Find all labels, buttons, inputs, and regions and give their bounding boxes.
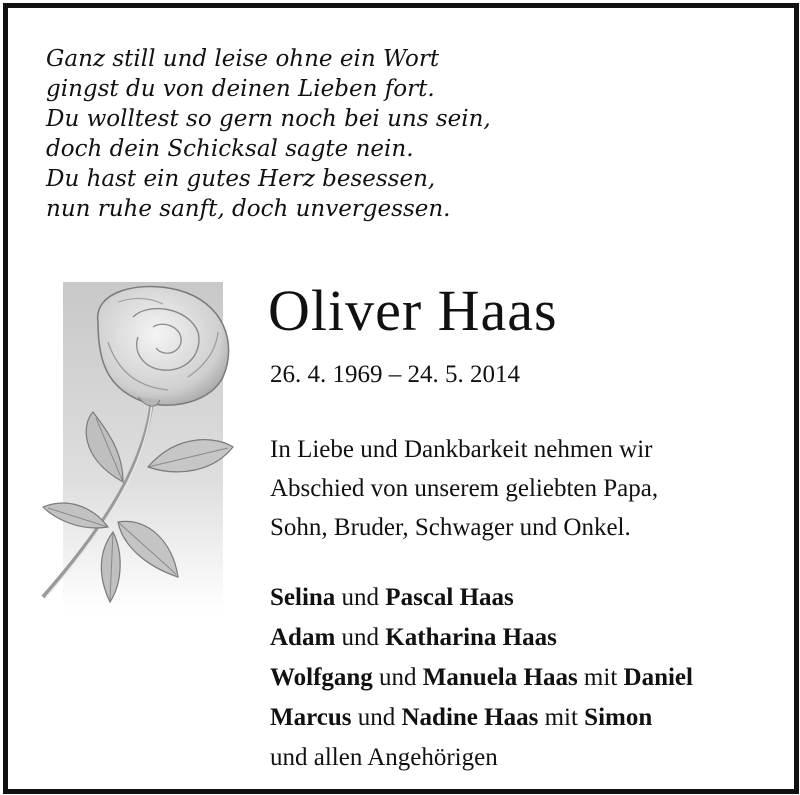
family-member-name: Marcus — [270, 704, 352, 731]
conjunction: und — [379, 664, 417, 691]
poem-line: nun ruhe sanft, doch unvergessen. — [46, 196, 451, 222]
message-line: Sohn, Bruder, Schwager und Onkel. — [270, 514, 631, 541]
family-list — [270, 578, 693, 778]
family-member-name: Katharina Haas — [385, 624, 557, 651]
family-member-name: Adam — [270, 624, 336, 651]
message-line: Abschied von unserem geliebten Papa, — [270, 475, 659, 502]
family-closing: und allen Angehörigen — [270, 744, 498, 771]
family-line — [270, 618, 693, 658]
family-member-name: Simon — [584, 704, 653, 731]
conjunction: mit — [544, 704, 578, 731]
conjunction: und — [341, 624, 380, 651]
family-line — [270, 578, 693, 618]
poem-line: Du wolltest so gern noch bei uns sein, — [46, 106, 491, 132]
poem-line: gingst du von deinen Lieben fort. — [46, 76, 435, 102]
family-member-name: Pascal Haas — [385, 584, 514, 611]
conjunction: und — [357, 704, 396, 731]
poem-line: Du hast ein gutes Herz besessen, — [46, 166, 436, 192]
family-member-name: Selina — [270, 584, 336, 611]
obituary-frame — [3, 3, 799, 794]
mourning-message — [270, 430, 658, 547]
conjunction: mit — [583, 664, 618, 691]
poem-line: doch dein Schicksal sagte nein. — [46, 136, 414, 162]
family-member-name: Nadine Haas — [401, 704, 539, 731]
poem — [46, 44, 491, 224]
life-dates: 26. 4. 1969 – 24. 5. 2014 — [270, 361, 520, 388]
family-member-name: Daniel — [623, 664, 693, 691]
rose-icon — [38, 282, 238, 612]
family-member-name: Manuela Haas — [422, 664, 578, 691]
family-line — [270, 698, 693, 738]
deceased-name: Oliver Haas — [268, 278, 558, 343]
poem-line: Ganz still und leise ohne ein Wort — [46, 46, 440, 72]
family-member-name: Wolfgang — [270, 664, 373, 691]
family-line — [270, 658, 693, 698]
conjunction: und — [341, 584, 380, 611]
message-line: In Liebe und Dankbarkeit nehmen wir — [270, 436, 653, 463]
